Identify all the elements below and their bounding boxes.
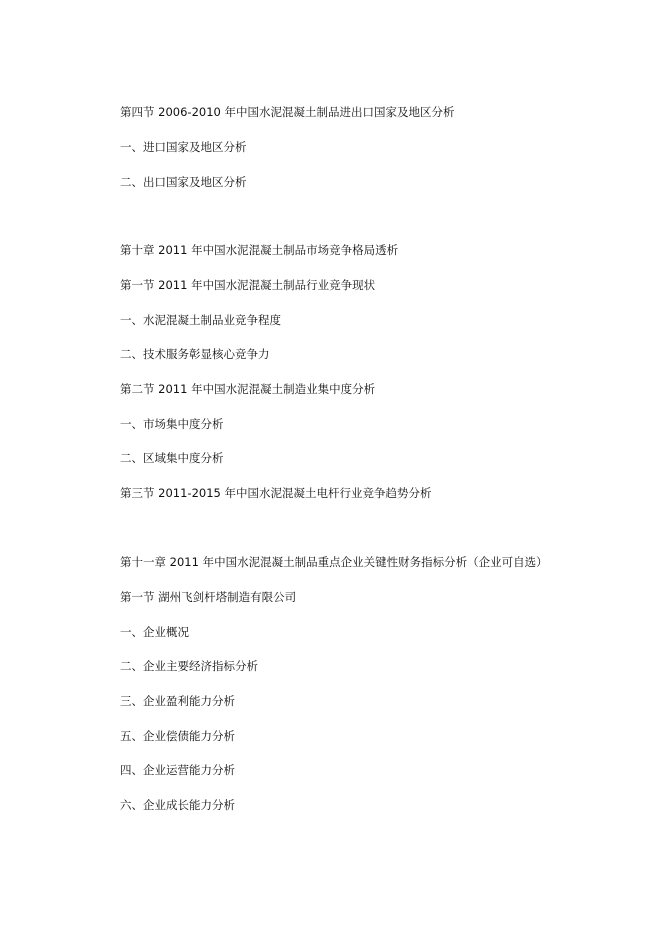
section-heading: 第一节 湖州飞剑杆塔制造有限公司: [120, 590, 297, 604]
subsection-item: 一、市场集中度分析: [120, 417, 224, 431]
subsection-item: 一、进口国家及地区分析: [120, 140, 247, 154]
chapter-heading: 第十章 2011 年中国水泥混凝土制品市场竞争格局透析: [120, 243, 399, 257]
section-heading: 第一节 2011 年中国水泥混凝土制品行业竞争现状: [120, 278, 376, 292]
subsection-item: 二、出口国家及地区分析: [120, 175, 247, 189]
subsection-item: 一、水泥混凝土制品业竞争程度: [120, 313, 281, 327]
subsection-item: 一、企业概况: [120, 625, 189, 639]
section-heading: 第四节 2006-2010 年中国水泥混凝土制品进出口国家及地区分析: [120, 105, 455, 119]
subsection-item: 六、企业成长能力分析: [120, 798, 235, 812]
section-heading: 第三节 2011-2015 年中国水泥混凝土电杆行业竞争趋势分析: [120, 486, 432, 500]
subsection-item: 二、技术服务彰显核心竞争力: [120, 347, 270, 361]
section-heading: 第二节 2011 年中国水泥混凝土制造业集中度分析: [120, 382, 376, 396]
subsection-item: 五、企业偿债能力分析: [120, 729, 235, 743]
subsection-item: 三、企业盈利能力分析: [120, 694, 235, 708]
chapter-heading: 第十一章 2011 年中国水泥混凝土制品重点企业关键性财务指标分析（企业可自选）: [120, 555, 548, 569]
subsection-item: 四、企业运营能力分析: [120, 763, 235, 777]
subsection-item: 二、企业主要经济指标分析: [120, 659, 258, 673]
subsection-item: 二、区域集中度分析: [120, 451, 224, 465]
